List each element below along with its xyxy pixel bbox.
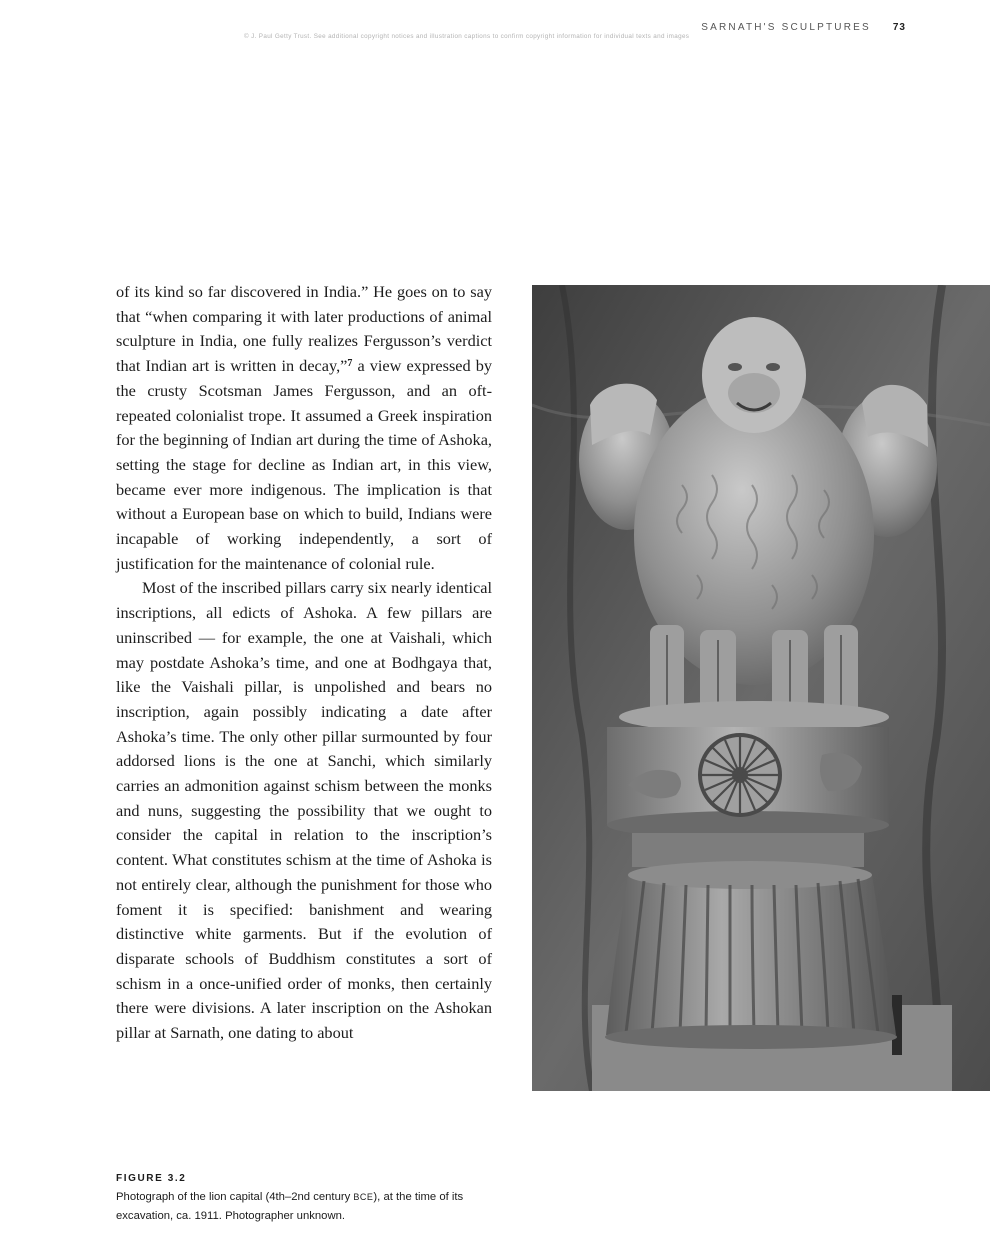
caption-text-a: Photograph of the lion capital (4th–2nd century	[116, 1191, 354, 1203]
copyright-notice: © J. Paul Getty Trust. See additional copyright notices and illustration captions to confirm copyright information for individual texts and images	[244, 33, 690, 40]
figure-caption-text	[116, 1188, 496, 1226]
body-text	[116, 280, 492, 1046]
caption-text-b: ), at the time of its excavation, ca. 1911. Photographer unknown.	[116, 1191, 464, 1222]
paragraph-1-text-b: a view expressed by the crusty Scotsman James Fergusson, and an oft-repeated colonialist trope. It assumed a Greek inspiration for the beginning of Indian art during the time of Ashoka, setting the stage for decline as Indian art, in this view, became ever more indigenous. The implication is that without a European base on which to build, Indians were incapable of working independently, a sort of justification for the maintenance of colonial rule.	[116, 356, 492, 573]
caption-era: BCE	[353, 1192, 374, 1202]
lion-capital-photograph	[532, 285, 990, 1091]
endnote-reference[interactable]: 7	[347, 358, 353, 370]
figure-label: FIGURE 3.2	[116, 1173, 187, 1184]
page-number: 73	[892, 22, 906, 33]
paragraph-1	[116, 280, 492, 576]
running-head	[701, 22, 906, 33]
figure-caption	[116, 1173, 496, 1226]
paragraph-1-text-a: of its kind so far discovered in India.” He goes on to say that “when comparing it with later productions of animal sculpture in India, one fully realizes Fergusson’s verdict that Indian art is written in decay,”	[116, 282, 492, 376]
paragraph-2: Most of the inscribed pillars carry six nearly identical inscriptions, all edicts of Ashoka. A few pillars are uninscribed — for example, the one at Vaishali, which may postdate Ashoka’s time, and one at Bodhgaya that, like the Vaishali pillar, is unpolished and bears no inscription, again possibly indicating a date after Ashoka’s time. The only other pillar surmounted by four addorsed lions is the one at Sanchi, which similarly carries an admonition against schism between the monks and nuns, suggesting the possibility that we ought to consider the capital in relation to the inscription’s content. What constitutes schism at the time of Ashoka is not entirely clear, although the punishment for those who foment it is specified: banishment and wearing distinctive white garments. But if the evolution of disparate schools of Buddhism constitutes a sort of schism in a once-unified order of monks, then certainly there were divisions. A later inscription on the Ashokan pillar at Sarnath, one dating to about	[116, 578, 492, 1043]
running-head-section: SARNATH'S SCULPTURES	[701, 22, 871, 33]
